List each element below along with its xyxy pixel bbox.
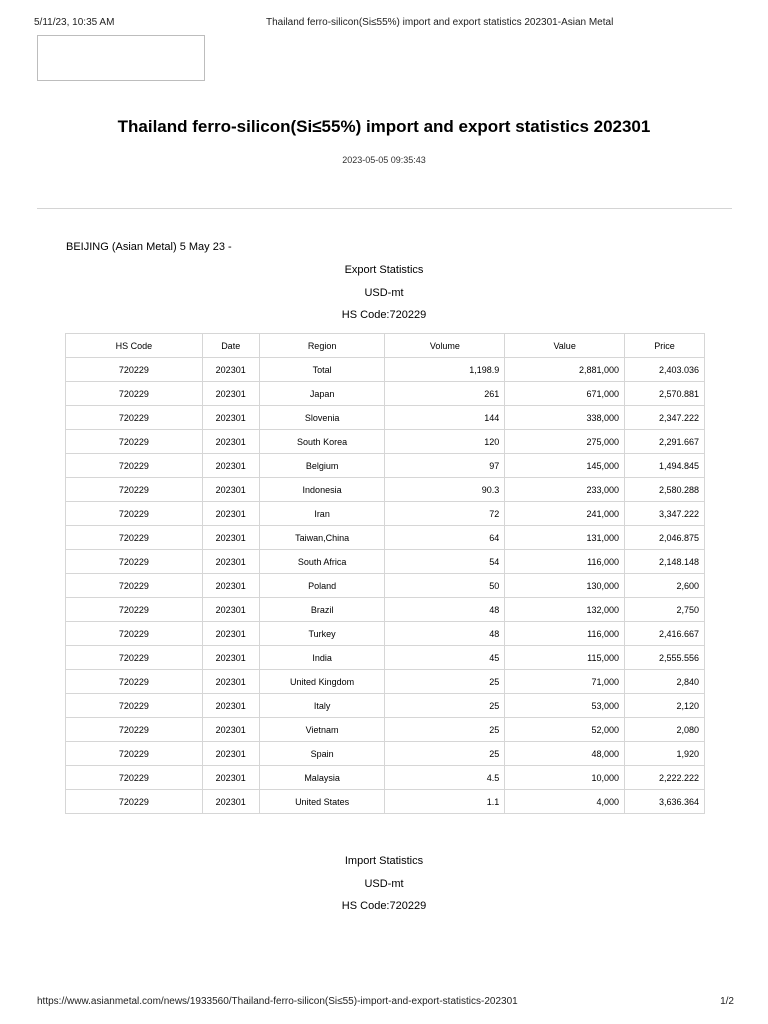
- hs-code-cell: 720229: [66, 718, 203, 742]
- volume-cell: 64: [385, 526, 505, 550]
- volume-cell: 45: [385, 646, 505, 670]
- price-cell: 1,920: [625, 742, 705, 766]
- hs-code-cell: 720229: [66, 742, 203, 766]
- region-cell: South Korea: [259, 430, 385, 454]
- table-row: [66, 694, 705, 718]
- price-cell: 2,403.036: [625, 358, 705, 382]
- region-cell: United States: [259, 790, 385, 814]
- value-cell: 71,000: [505, 670, 625, 694]
- value-cell: 116,000: [505, 622, 625, 646]
- import-hs-code: HS Code:720229: [341, 900, 427, 912]
- table-row: [66, 646, 705, 670]
- region-cell: Taiwan,China: [259, 526, 385, 550]
- value-cell: 48,000: [505, 742, 625, 766]
- import-heading: Import Statistics: [344, 855, 424, 867]
- logo-placeholder: [37, 35, 205, 81]
- article-lead: BEIJING (Asian Metal) 5 May 23 -: [66, 241, 232, 253]
- table-row: [66, 430, 705, 454]
- table-row: [66, 766, 705, 790]
- hs-code-cell: 720229: [66, 550, 203, 574]
- column-header: Value: [505, 334, 625, 358]
- price-cell: 2,416.667: [625, 622, 705, 646]
- volume-cell: 4.5: [385, 766, 505, 790]
- hs-code-cell: 720229: [66, 502, 203, 526]
- value-cell: 233,000: [505, 478, 625, 502]
- table-row: [66, 598, 705, 622]
- table-row: [66, 406, 705, 430]
- export-statistics-table: [65, 333, 705, 814]
- volume-cell: 72: [385, 502, 505, 526]
- price-cell: 2,750: [625, 598, 705, 622]
- volume-cell: 120: [385, 430, 505, 454]
- date-cell: 202301: [202, 454, 259, 478]
- region-cell: Malaysia: [259, 766, 385, 790]
- column-header: Date: [202, 334, 259, 358]
- print-footer: [37, 996, 734, 1010]
- value-cell: 52,000: [505, 718, 625, 742]
- table-row: [66, 382, 705, 406]
- volume-cell: 1.1: [385, 790, 505, 814]
- hs-code-cell: 720229: [66, 694, 203, 718]
- region-cell: Slovenia: [259, 406, 385, 430]
- hs-code-cell: 720229: [66, 478, 203, 502]
- page-number: 1/2: [720, 996, 734, 1007]
- hs-code-cell: 720229: [66, 382, 203, 406]
- region-cell: Total: [259, 358, 385, 382]
- column-header: Region: [259, 334, 385, 358]
- print-doc-title: Thailand ferro-silicon(Si≤55%) import and export statistics 202301-Asian Metal: [266, 17, 614, 28]
- table-row: [66, 502, 705, 526]
- volume-cell: 261: [385, 382, 505, 406]
- table-row: [66, 526, 705, 550]
- volume-cell: 25: [385, 742, 505, 766]
- date-cell: 202301: [202, 478, 259, 502]
- price-cell: 3,636.364: [625, 790, 705, 814]
- date-cell: 202301: [202, 646, 259, 670]
- divider: [37, 208, 732, 209]
- table-row: [66, 574, 705, 598]
- date-cell: 202301: [202, 790, 259, 814]
- date-cell: 202301: [202, 742, 259, 766]
- print-header: [34, 17, 734, 31]
- table-row: [66, 550, 705, 574]
- volume-cell: 144: [385, 406, 505, 430]
- volume-cell: 48: [385, 598, 505, 622]
- region-cell: India: [259, 646, 385, 670]
- region-cell: Spain: [259, 742, 385, 766]
- region-cell: Iran: [259, 502, 385, 526]
- date-cell: 202301: [202, 598, 259, 622]
- table-row: [66, 790, 705, 814]
- region-cell: Belgium: [259, 454, 385, 478]
- price-cell: 2,840: [625, 670, 705, 694]
- hs-code-cell: 720229: [66, 358, 203, 382]
- price-cell: 2,347.222: [625, 406, 705, 430]
- region-cell: Brazil: [259, 598, 385, 622]
- export-unit: USD-mt: [364, 287, 404, 299]
- table-row: [66, 670, 705, 694]
- table-header-row: [66, 334, 705, 358]
- export-hs-code: HS Code:720229: [341, 309, 427, 321]
- value-cell: 115,000: [505, 646, 625, 670]
- date-cell: 202301: [202, 358, 259, 382]
- table-row: [66, 478, 705, 502]
- print-date: 5/11/23, 10:35 AM: [34, 17, 115, 28]
- hs-code-cell: 720229: [66, 574, 203, 598]
- region-cell: United Kingdom: [259, 670, 385, 694]
- hs-code-cell: 720229: [66, 790, 203, 814]
- table-row: [66, 742, 705, 766]
- column-header: Volume: [385, 334, 505, 358]
- hs-code-cell: 720229: [66, 766, 203, 790]
- volume-cell: 50: [385, 574, 505, 598]
- value-cell: 2,881,000: [505, 358, 625, 382]
- hs-code-cell: 720229: [66, 622, 203, 646]
- value-cell: 671,000: [505, 382, 625, 406]
- value-cell: 275,000: [505, 430, 625, 454]
- table-row: [66, 718, 705, 742]
- region-cell: Italy: [259, 694, 385, 718]
- volume-cell: 1,198.9: [385, 358, 505, 382]
- hs-code-cell: 720229: [66, 454, 203, 478]
- region-cell: Vietnam: [259, 718, 385, 742]
- date-cell: 202301: [202, 766, 259, 790]
- value-cell: 4,000: [505, 790, 625, 814]
- table-row: [66, 358, 705, 382]
- price-cell: 2,600: [625, 574, 705, 598]
- hs-code-cell: 720229: [66, 646, 203, 670]
- hs-code-cell: 720229: [66, 598, 203, 622]
- price-cell: 2,120: [625, 694, 705, 718]
- volume-cell: 48: [385, 622, 505, 646]
- column-header: Price: [625, 334, 705, 358]
- value-cell: 338,000: [505, 406, 625, 430]
- article-title: Thailand ferro-silicon(Si≤55%) import and export statistics 202301: [117, 117, 651, 136]
- date-cell: 202301: [202, 382, 259, 406]
- import-unit: USD-mt: [364, 878, 404, 890]
- region-cell: Turkey: [259, 622, 385, 646]
- price-cell: 2,291.667: [625, 430, 705, 454]
- value-cell: 145,000: [505, 454, 625, 478]
- price-cell: 1,494.845: [625, 454, 705, 478]
- price-cell: 2,080: [625, 718, 705, 742]
- value-cell: 10,000: [505, 766, 625, 790]
- region-cell: Indonesia: [259, 478, 385, 502]
- price-cell: 2,570.881: [625, 382, 705, 406]
- price-cell: 2,046.875: [625, 526, 705, 550]
- publish-timestamp: 2023-05-05 09:35:43: [342, 155, 426, 165]
- date-cell: 202301: [202, 430, 259, 454]
- date-cell: 202301: [202, 670, 259, 694]
- hs-code-cell: 720229: [66, 430, 203, 454]
- price-cell: 2,555.556: [625, 646, 705, 670]
- table-row: [66, 454, 705, 478]
- hs-code-cell: 720229: [66, 670, 203, 694]
- page-url: https://www.asianmetal.com/news/1933560/Thailand-ferro-silicon(Si≤55)-import-and-export-statistics-202301: [37, 996, 518, 1007]
- region-cell: Poland: [259, 574, 385, 598]
- value-cell: 241,000: [505, 502, 625, 526]
- value-cell: 53,000: [505, 694, 625, 718]
- hs-code-cell: 720229: [66, 526, 203, 550]
- value-cell: 116,000: [505, 550, 625, 574]
- volume-cell: 25: [385, 718, 505, 742]
- date-cell: 202301: [202, 574, 259, 598]
- volume-cell: 90.3: [385, 478, 505, 502]
- date-cell: 202301: [202, 550, 259, 574]
- date-cell: 202301: [202, 526, 259, 550]
- column-header: HS Code: [66, 334, 203, 358]
- hs-code-cell: 720229: [66, 406, 203, 430]
- volume-cell: 25: [385, 694, 505, 718]
- value-cell: 132,000: [505, 598, 625, 622]
- region-cell: Japan: [259, 382, 385, 406]
- volume-cell: 97: [385, 454, 505, 478]
- price-cell: 2,580.288: [625, 478, 705, 502]
- date-cell: 202301: [202, 622, 259, 646]
- value-cell: 131,000: [505, 526, 625, 550]
- volume-cell: 54: [385, 550, 505, 574]
- date-cell: 202301: [202, 406, 259, 430]
- price-cell: 2,148.148: [625, 550, 705, 574]
- table-row: [66, 622, 705, 646]
- date-cell: 202301: [202, 694, 259, 718]
- date-cell: 202301: [202, 502, 259, 526]
- region-cell: South Africa: [259, 550, 385, 574]
- volume-cell: 25: [385, 670, 505, 694]
- date-cell: 202301: [202, 718, 259, 742]
- price-cell: 3,347.222: [625, 502, 705, 526]
- value-cell: 130,000: [505, 574, 625, 598]
- price-cell: 2,222.222: [625, 766, 705, 790]
- export-heading: Export Statistics: [344, 264, 424, 276]
